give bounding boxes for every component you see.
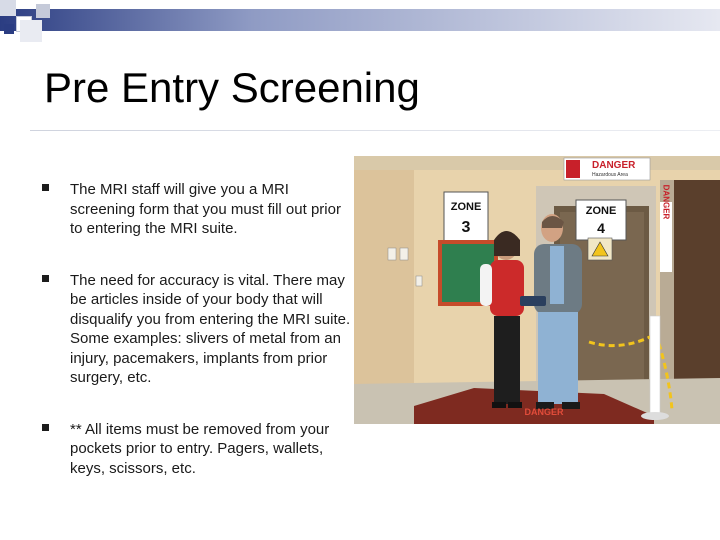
mat-danger-text: DANGER: [524, 407, 564, 417]
zone3-label: ZONE: [450, 201, 482, 213]
header-square-4: [36, 4, 50, 18]
danger-sign-subtext: Hazardous Area: [592, 172, 628, 178]
header-bar: [0, 9, 720, 31]
bullet-item: [38, 420, 356, 479]
bullet-text: The need for accuracy is vital. There may be articles inside of your body that will disqualify you from entering the MRI suite. Some examples: slivers of metal from an injury, pacemakers, implants from prior surgery, etc.: [70, 271, 351, 386]
zone4-number: 4: [597, 220, 605, 236]
danger-sign-text: DANGER: [592, 160, 636, 171]
square-bullet-icon: [42, 275, 49, 282]
zone3-number: 3: [461, 219, 471, 236]
photo-illustration: [354, 156, 720, 424]
header-square-1: [0, 0, 16, 16]
bullet-text: The MRI staff will give you a MRI screening form that you must fill out prior to entering the MRI suite.: [70, 181, 341, 237]
title-divider: [30, 130, 720, 131]
square-bullet-icon: [42, 184, 49, 191]
bullet-text: ** All items must be removed from your pockets prior to entry. Pagers, wallets, keys, scissors, etc.: [70, 420, 330, 477]
bullet-list: [38, 180, 356, 510]
zone4-label: ZONE: [585, 205, 617, 217]
header-square-5: [4, 24, 14, 34]
bullet-item: [38, 271, 356, 388]
header-square-3: [20, 20, 42, 42]
mri-entrance-photo: [354, 156, 720, 424]
door-vertical-danger-text: DANGER: [661, 184, 671, 220]
bullet-item: [38, 180, 356, 239]
square-bullet-icon: [42, 424, 49, 431]
slide-title: Pre Entry Screening: [44, 64, 420, 111]
